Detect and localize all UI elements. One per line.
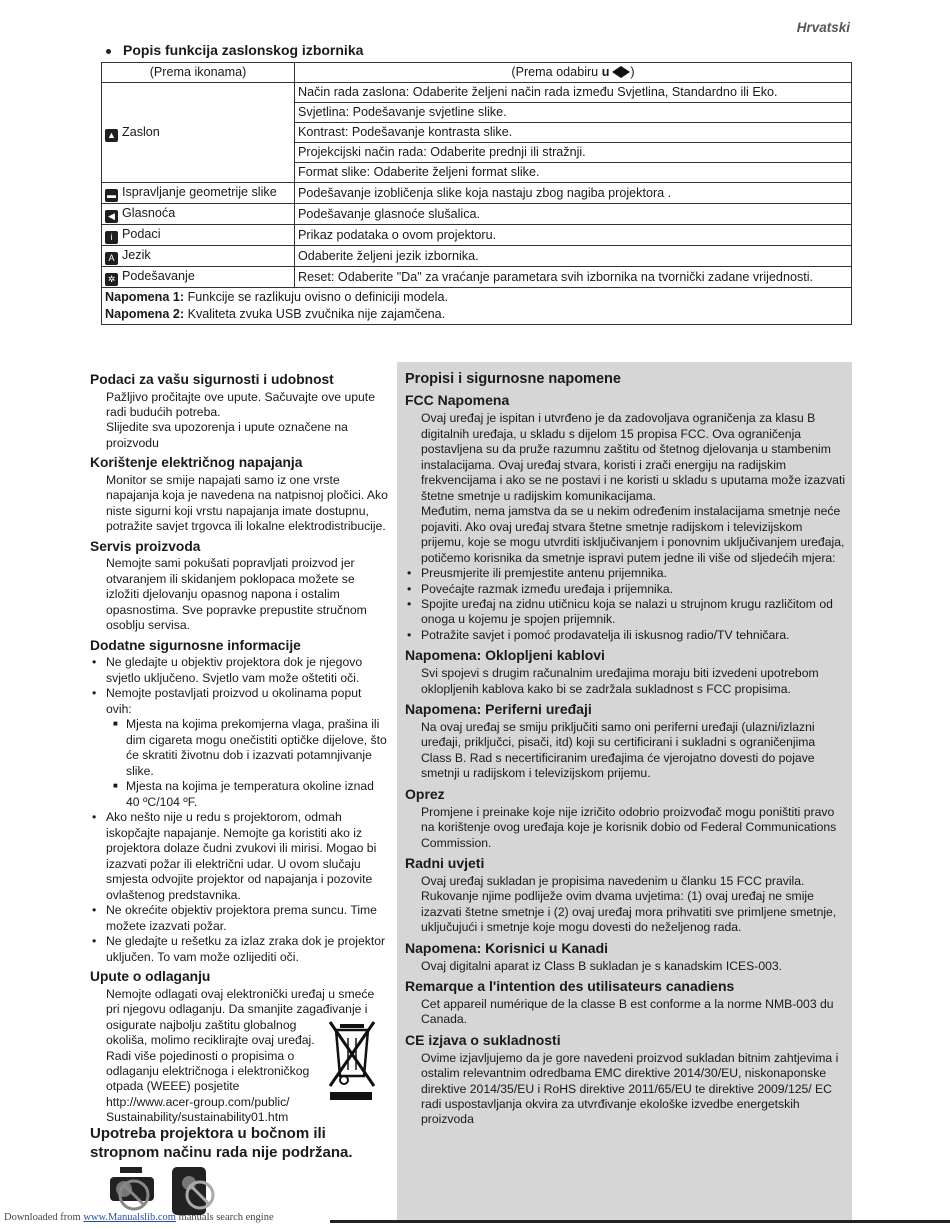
paragraph: Monitor se smije napajati samo iz one vrste napajanja koja je navedena na natpisnoj pločici. Ako niste sigurni koji vrstu napajanja imate dostupnu, potražite savjet trgovca ili lokalne elektrodistribucije.: [106, 472, 388, 534]
language-label: Hrvatski: [796, 20, 850, 35]
footer-rule: [330, 1220, 950, 1223]
list-item: ■ Mjesta na kojima je temperatura okoline iznad 40 ºC/104 ºF.: [126, 779, 390, 810]
paragraph: Ovaj uređaj sukladan je propisima navedenim u članku 15 FCC pravila. Rukovanje njime podliježe ovim dvama uvjetima: (1) ovaj uređaj ne smije izazvati štetne smetnje i (2) ovaj uređaj mora prihvatiti sve primljene smetnje, uključujući i smetnje koje mogu dovesti do neželjenog rada.: [421, 873, 837, 935]
menu-cell: Projekcijski način rada: Odaberite prednji ili stražnji.: [295, 143, 852, 163]
paragraph: Ovime izjavljujemo da je gore navedeni proizvod sukladan bitnim zahtjevima i ostalim relevantnim odredbama EMC direktive 2014/30/EU, niskonaponske direktive 2014/35/EU i RoHS direktive 2011/65/EU te direktive 2009/125/ EC radi uspostavljanja okvira za utvrđivanje ekološke izvedbe energetskih proizvoda: [421, 1050, 839, 1127]
paragraph: Cet appareil numérique de la classe B est conforme a la norme NMB-003 du Canada.: [421, 996, 834, 1027]
menu-notes: Napomena 1: Funkcije se razlikuju ovisno o definiciji modela. Napomena 2: Kvaliteta zvuka USB zvučnika nije zajamčena.: [102, 288, 852, 325]
gear-icon: ✲: [105, 273, 118, 286]
menu-heading-text: Popis funkcija zaslonskog izbornika: [123, 42, 364, 58]
list-item: • Ako nešto nije u redu s projektorom, odmah iskopčajte napajanje. Nemojte ga koristiti ako iz projektora dolaze čudni zvukovi ili mirisi. Mogao bi izazvati požar ili električni udar. U ovom slučaju smjesta odvojite projektor od napajanja i pozovite ovlaštenog predstavnika.: [106, 810, 390, 903]
row-label-language: A Jezik: [102, 246, 295, 267]
regulations-panel: [397, 362, 852, 1222]
weee-link[interactable]: http://www.acer-group.com/public/ Sustainability/sustainability01.htm: [106, 1094, 290, 1125]
bullet-list: [405, 566, 846, 643]
list-item: • Nemojte postavljati proizvod u okolinama poput ovih: ■ Mjesta na kojima prekomjerna vlaga, prašina ili dim cigareta mogu onečistiti optičke dijelove, što će skratiti životnu dob i izazvati potamnjivanje slike. ■ Mjesta na kojima je temperatura okoline iznad 40 ºC/104 ºF.: [106, 686, 390, 810]
manualslib-link[interactable]: www.Manualslib.com: [83, 1212, 176, 1223]
keystone-icon: ▬: [107, 190, 116, 200]
section-title: Napomena: Periferni uređaji: [405, 701, 592, 718]
menu-cell: Način rada zaslona: Odaberite željeni način rada između Svjetlina, Standardno ili Eko.: [295, 83, 852, 103]
paragraph: Promjene i preinake koje nije izričito odobrio proizvođač mogu poništiti pravo na korištenje ovog uređaja koje je korisnik dobio od Federal Communications Commission.: [421, 804, 837, 850]
section-title: CE izjava o sukladnosti: [405, 1031, 561, 1048]
section-title: Radni uvjeti: [405, 855, 485, 872]
weee-bin-icon: [328, 1018, 376, 1098]
osd-menu-table: [101, 62, 852, 325]
list-item: • Preusmjerite ili premjestite antenu prijemnika.: [421, 566, 846, 581]
paragraph: Nemojte odlagati ovaj elektronički uređaj u smeće pri njegovu odlaganju. Da smanjite zagađivanje i osigurate najbolju zaštitu globalnog: [106, 986, 375, 1032]
menu-cell: Prikaz podataka o ovom projektoru.: [295, 225, 852, 246]
paragraph: okoliša, molimo reciklirajte ovaj uređaj. Radi više pojedinosti o propisima o odlaganju električnoga i elektroničkog otpada (WEEE) posjetite: [106, 1033, 315, 1094]
mounting-warning-title: Upotreba projektora u bočnom ili stropnom načinu rada nije podržana.: [90, 1125, 353, 1162]
paragraph: Svi spojevi s drugim računalnim uređajima moraju biti izvedeni upotrebom oklopljenih kablova kako bi se zadržala sukladnost s FCC propisima.: [421, 666, 819, 696]
arrow-left-icon: [612, 66, 621, 78]
weee-bar: [330, 1092, 372, 1100]
section-title: Napomena: Korisnici u Kanadi: [405, 939, 609, 956]
menu-heading: [106, 42, 363, 58]
menu-cell: Reset: Odaberite "Da" za vraćanje parametara svih izbornika na tvornički zadane vrijednosti.: [295, 267, 852, 288]
menu-cell: Svjetlina: Podešavanje svjetline slike.: [295, 103, 852, 123]
section-title: Oprez: [405, 785, 445, 802]
row-label-info: i Podaci: [102, 225, 295, 246]
list-item: • Ne gledajte u rešetku za izlaz zraka dok je projektor uključen. To vam može ozlijediti oči.: [106, 934, 390, 965]
paragraph: Na ovaj uređaj se smiju priključiti samo oni periferni uređaji (ulazni/izlazni uređaji, priključci, pisači, itd) koji su certificirani i sukladni s ograničenjima Class B. Rad s necertificiranim uređajima će vjerojatno dovesti do pojave smetnji u radijskom i televizijskom prijemu.: [421, 719, 816, 781]
info-icon: i: [105, 231, 118, 244]
column-header-selection: (Prema odabiru u ): [295, 63, 852, 83]
list-item: • Ne okrećite objektiv projektora prema suncu. Time možete izazvati požar.: [106, 903, 390, 934]
paragraph: Pažljivo pročitajte ove upute. Sačuvajte ove upute radi budućih potreba.: [106, 389, 375, 419]
menu-cell: Odaberite željeni jezik izbornika.: [295, 246, 852, 267]
safety-column: [90, 368, 390, 1126]
paragraph: Međutim, nema jamstva da se u nekim određenim instalacijama smetnje neće pojaviti. Ako ovaj uređaj stvara štetne smetnje radijskom i televizijskom prijemu, koje se mogu utvrditi isključivanjem i ponovnim uključivanjem uređaja, potičemo korisnika da smetnje ispravi putem jedne ili više od sljedećih mjera:: [421, 504, 845, 565]
sub-list: [106, 717, 390, 810]
paragraph: Nemojte sami pokušati popravljati proizvod jer otvaranjem ili skidanjem poklopaca možete se izložiti djelovanju opasnog napona i ostalim opasnostima. Sve popravke prepustite stručnom osoblju servisa.: [106, 556, 367, 633]
row-label-zaslon: ▲ Zaslon: [102, 83, 295, 183]
language-icon: A: [105, 252, 118, 265]
paragraph: Slijedite sva upozorenja i upute označene na proizvodu: [106, 420, 348, 450]
menu-cell: Podešavanje izobličenja slike koja nastaju zbog nagiba projektora .: [295, 183, 852, 204]
menu-cell: Format slike: Odaberite željeni format slike.: [295, 163, 852, 183]
list-item: • Povećajte razmak između uređaja i prijemnika.: [421, 582, 846, 597]
row-label-volume: ◀ Glasnoća: [102, 204, 295, 225]
paragraph: Ovaj digitalni aparat iz Class B sukladan je s kanadskim ICES-003.: [421, 958, 783, 973]
section-title: Remarque a l'intention des utilisateurs canadiens: [405, 978, 735, 995]
unsupported-orientation-icons: [100, 1163, 240, 1215]
picture-icon: ▲: [105, 129, 118, 142]
list-item: • Ne gledajte u objektiv projektora dok je njegovo svjetlo uključeno. Svjetlo vam može oštetiti oči.: [106, 655, 390, 686]
column-header-icons: (Prema ikonama): [102, 63, 295, 83]
bullet-list: [90, 655, 390, 965]
bullet: [106, 49, 111, 54]
section-title: Upute o odlaganju: [90, 969, 211, 985]
list-item: • Potražite savjet i pomoć prodavatelja ili iskusnog radio/TV tehničara.: [421, 628, 846, 643]
menu-cell: Kontrast: Podešavanje kontrasta slike.: [295, 123, 852, 143]
section-title: Napomena: Oklopljeni kablovi: [405, 647, 605, 664]
download-footer: Downloaded from www.Manualslib.com manuals search engine: [4, 1212, 274, 1223]
row-label-settings: ✲ Podešavanje: [102, 267, 295, 288]
menu-cell: Podešavanje glasnoće slušalica.: [295, 204, 852, 225]
panel-title: Propisi i sigurnosne napomene: [405, 371, 621, 387]
section-title: Servis proizvoda: [90, 538, 201, 554]
row-label-geometry: ▬ Ispravljanje geometrije slike: [102, 183, 295, 204]
section-title: Podaci za vašu sigurnosti i udobnost: [90, 372, 334, 387]
speaker-icon: ◀: [105, 210, 118, 223]
list-item: ■ Mjesta na kojima prekomjerna vlaga, prašina ili dim cigareta mogu onečistiti optičke dijelove, što će skratiti životnu dob i izazvati potamnjivanje slike.: [126, 717, 390, 779]
list-item: • Spojite uređaj na zidnu utičnicu koja se nalazi u strujnom krugu različitom od onoga u kojemu je spojen prijemnik.: [421, 597, 846, 628]
section-title: FCC Napomena: [405, 392, 510, 409]
section-title: Korištenje električnog napajanja: [90, 455, 303, 471]
paragraph: Ovaj uređaj je ispitan i utvrđeno je da zadovoljava ograničenja za klasu B digitalnih uređaja, u skladu s dijelom 15 propisa FCC. Ova ograničenja postavljena su da pruže razumnu zaštitu od štetnog djelovanja u stambenim instalacijama. Ovaj uređaj stvara, koristi i zrači energiju na radijskim frekvencijama i ako se ne postavi i ne koristi u skladu s uputama može izazvati štetne smetnje u radijskim komunikacijama.: [421, 411, 846, 503]
section-title: Dodatne sigurnosne informacije: [90, 637, 301, 653]
